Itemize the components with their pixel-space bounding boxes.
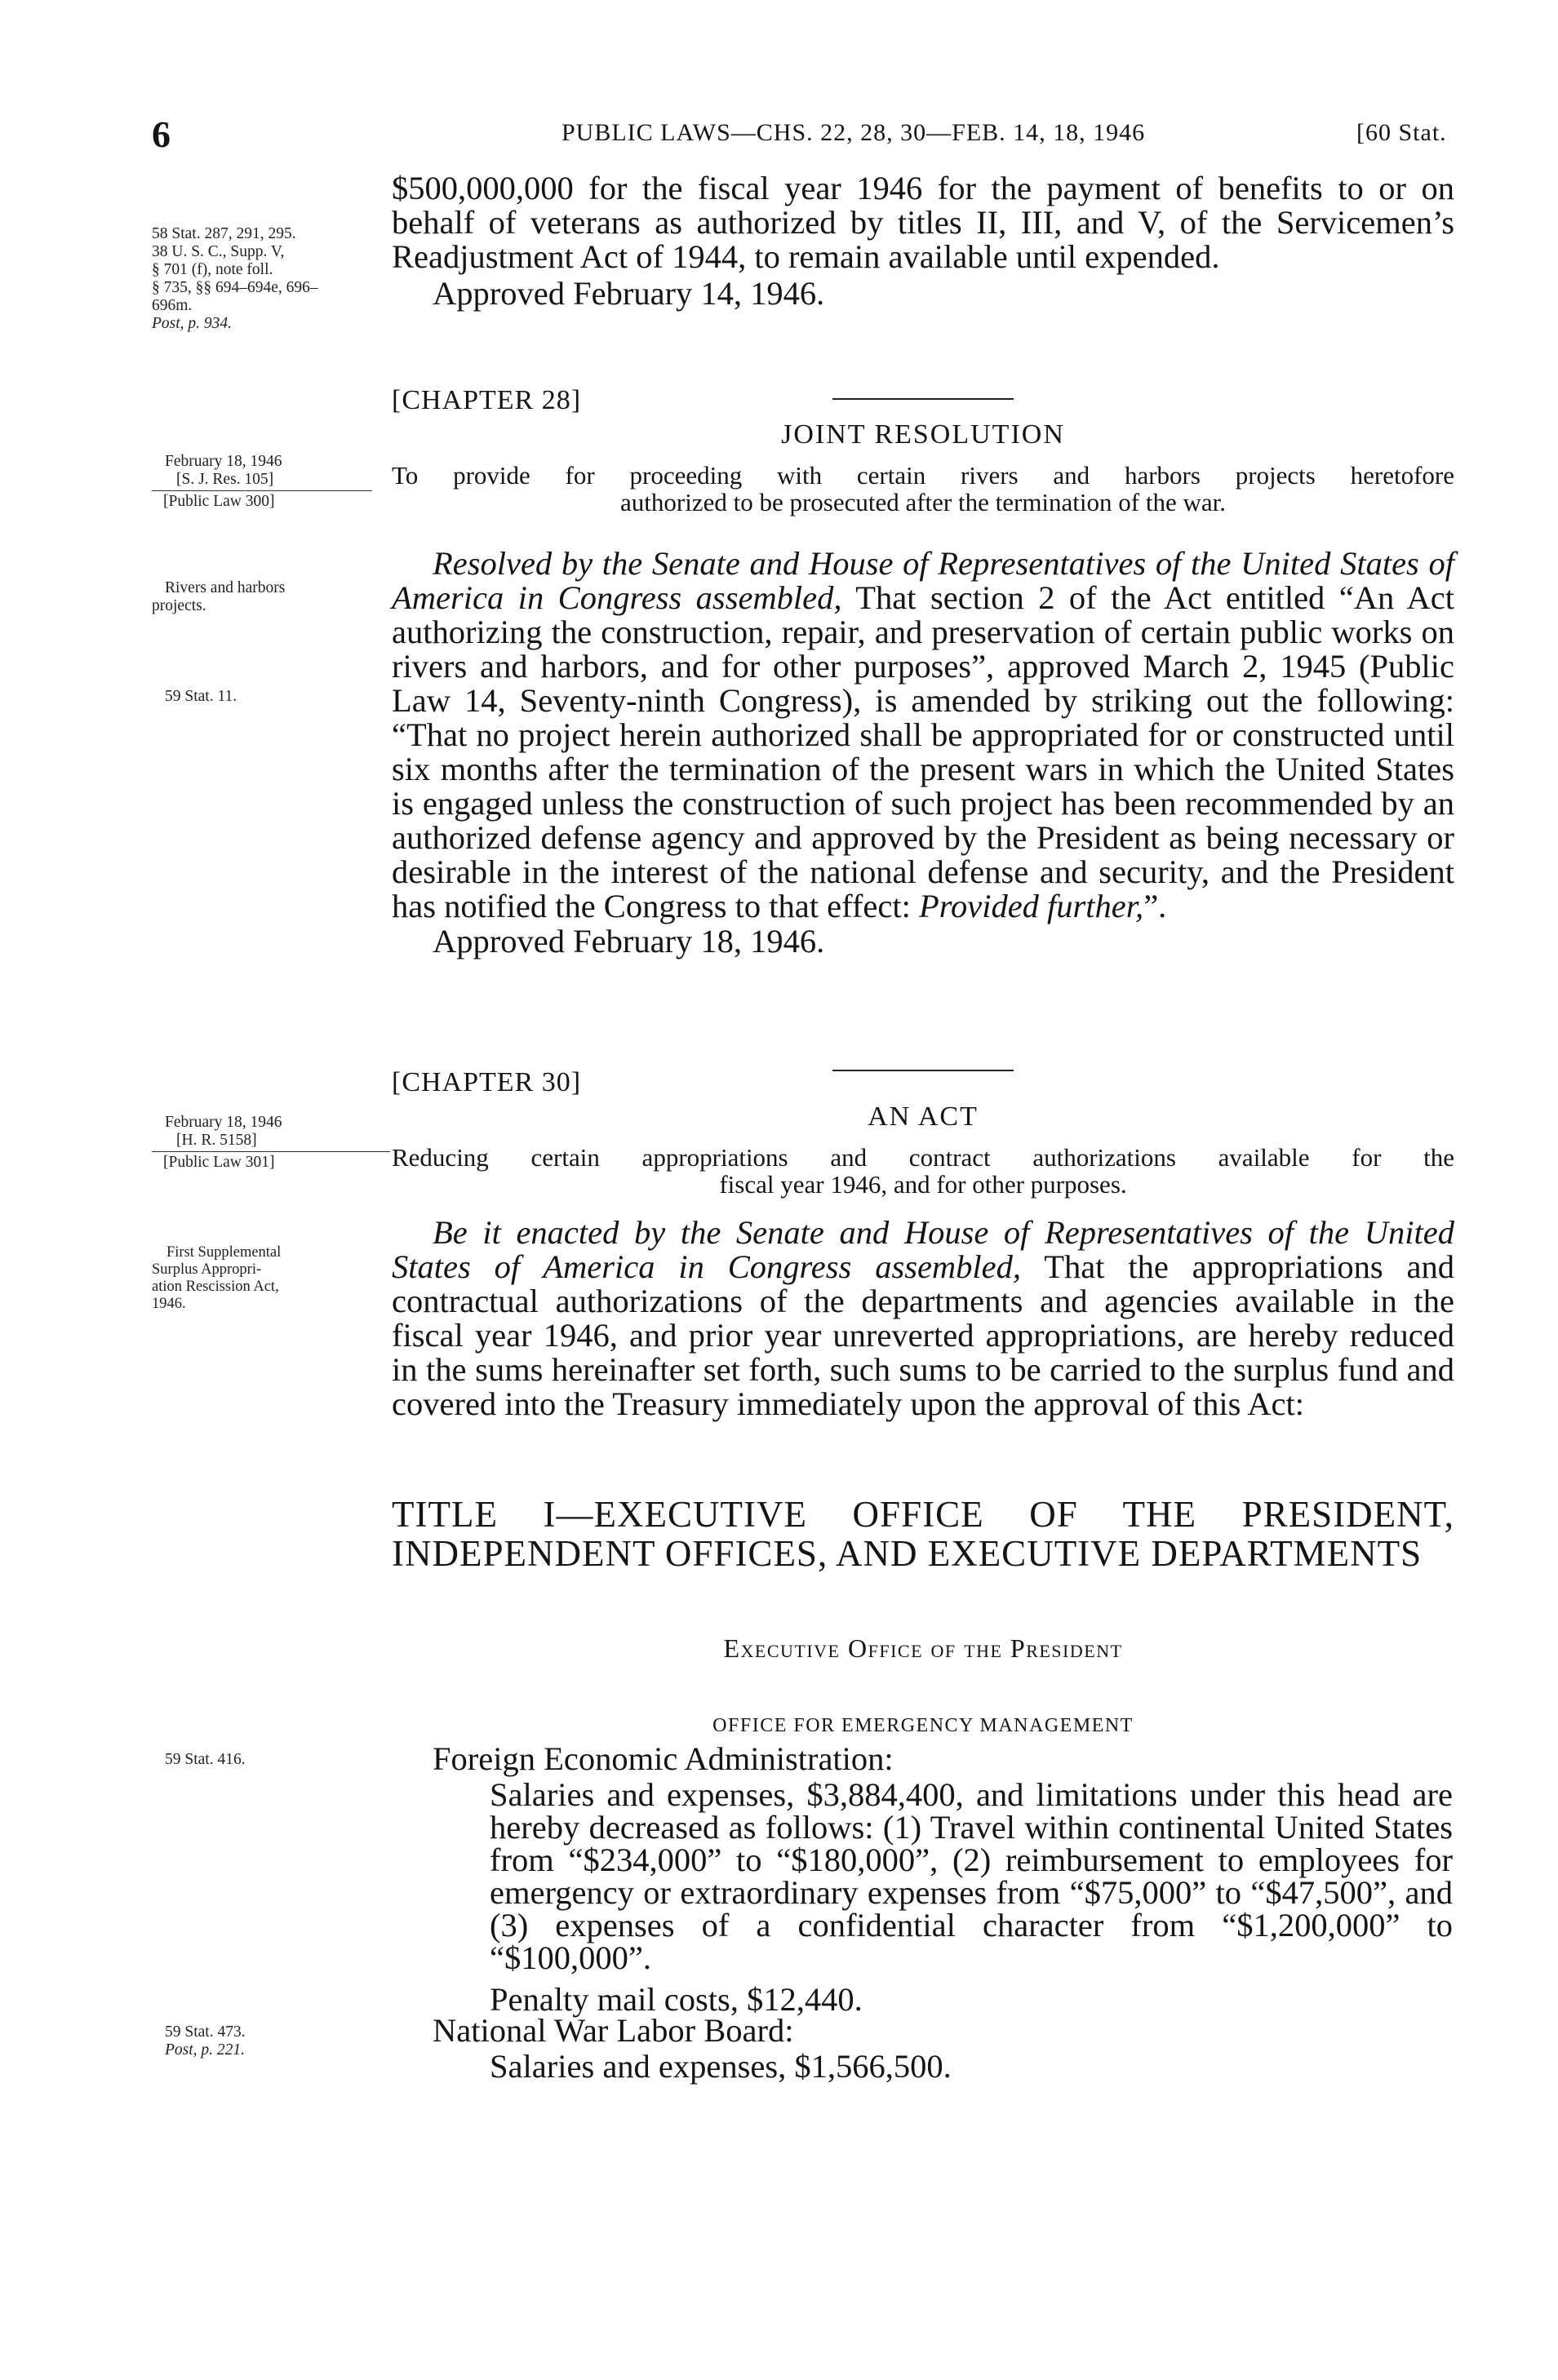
margin-bill: [S. J. Res. 105] — [152, 471, 372, 491]
proviso: Provided further, — [918, 888, 1144, 924]
margin-citation: 59 Stat. 11. — [165, 688, 237, 705]
margin-topic: Rivers and harbors — [165, 579, 286, 596]
margin-citation-nwlb — [152, 2023, 388, 2059]
chapter30-label: [CHAPTER 30] — [392, 1067, 582, 1097]
margin-citation: § 735, §§ 694–694e, 696– — [152, 279, 318, 296]
purpose-line: fiscal year 1946, and for other purposes. — [719, 1170, 1127, 1199]
margin-topic: First Supplemental — [166, 1244, 282, 1261]
chapter30-doc-type: AN ACT — [868, 1101, 979, 1132]
fea-heading: Foreign Economic Administration: — [433, 1740, 894, 1777]
margin-citation: § 701 (f), note foll. — [152, 261, 273, 278]
margin-date: February 18, 1946 — [165, 453, 282, 470]
nwlb-heading: National War Labor Board: — [433, 2012, 794, 2049]
margin-citation: Post, p. 221. — [165, 2041, 246, 2059]
margin-topic: Surplus Appropri- — [152, 1261, 262, 1278]
chapter28-label: [CHAPTER 28] — [392, 385, 582, 415]
purpose-line: authorized to be prosecuted after the termination of the war. — [620, 488, 1226, 516]
margin-topic: 1946. — [152, 1296, 186, 1312]
margin-topic: projects. — [152, 597, 206, 614]
closing-quote: ”. — [1143, 888, 1167, 924]
chapter22-text: $500,000,000 for the fiscal year 1946 for the payment of benefits to or on behalf of veterans as authorized by titles II, III, and V, of the Servicemen’s Readjustment Act of 1944, to remain available until expended. — [392, 170, 1454, 275]
section-heading: OFFICE FOR EMERGENCY MANAGEMENT — [712, 1715, 1134, 1736]
volume-reference: [60 Stat. — [1356, 119, 1447, 146]
office-heading: Executive Office of the President — [723, 1633, 1123, 1663]
running-head: PUBLIC LAWS—CHS. 22, 28, 30—FEB. 14, 18, 1946 — [562, 119, 1146, 146]
page-number: 6 — [152, 113, 171, 155]
enacting-clause: Be it enacted by the Senate and House of Representatives of the United States of America in Congress assembled, — [392, 1214, 1454, 1285]
chapter28-heading — [392, 385, 1454, 516]
purpose-line: To provide for proceeding with certain rivers and harbors projects heretofore — [392, 461, 1454, 490]
chapter30-heading — [392, 1067, 1454, 1198]
margin-citation: 59 Stat. 473. — [165, 2023, 246, 2041]
purpose-line: Reducing certain appropriations and contract authorizations available for the — [392, 1143, 1454, 1172]
margin-citation: 59 Stat. 416. — [165, 1751, 246, 1768]
margin-citation: 38 U. S. C., Supp. V, — [152, 243, 285, 260]
margin-note-ch22 — [152, 225, 388, 333]
margin-law: [Public Law 301] — [163, 1154, 275, 1171]
margin-citation-ch28 — [152, 688, 388, 706]
margin-note-ch28 — [152, 453, 388, 511]
margin-topic-ch30 — [152, 1244, 388, 1313]
chapter22-body — [392, 171, 1454, 312]
page-header — [0, 113, 1558, 162]
enacting-clause: Resolved by the Senate and House of Representatives of the United States of America in Congress assembled, — [392, 545, 1454, 616]
chapter28-body — [392, 547, 1454, 960]
margin-note-ch30 — [152, 1114, 388, 1172]
margin-citation: 58 Stat. 287, 291, 295. — [152, 225, 296, 242]
margin-topic-ch28 — [152, 579, 388, 615]
act-text: That the appropriations and contractual authorizations of the departments and agencies available in the fiscal year 1946, and prior year unreverted appropriations, are hereby reduced in the sums hereinafter set forth, such sums to be carried to the surplus fund and covered into the Treasury immediately upon the approval of this Act: — [392, 1248, 1454, 1422]
resolution-text: That section 2 of the Act entitled “An Act authorizing the construction, repair, and preservation of certain public works on rivers and harbors, and for other purposes”, approved March 2, 1945 (Public Law 14, Seventy-ninth Congress), is amended by striking out the following: “That no project herein authorized shall be appropriated for or constructed until six months after the termination of the present wars in which the United States is engaged unless the construction of such project has been recommended by an authorized defense agency and approved by the President as being necessary or desirable in the interest of the national defense and security, and the President has notified the Congress to that effect: — [392, 579, 1454, 924]
chapter28-text — [392, 547, 1454, 924]
fea-penalty-mail: Penalty mail costs, $12,440. — [490, 1981, 863, 2018]
margin-date: February 18, 1946 — [165, 1114, 282, 1131]
margin-bill: [H. R. 5158] — [152, 1132, 390, 1152]
chapter28-doc-type: JOINT RESOLUTION — [781, 419, 1065, 450]
margin-topic: ation Rescission Act, — [152, 1279, 279, 1295]
chapter30-text — [392, 1216, 1454, 1421]
fea-salaries: Salaries and expenses, $3,884,400, and limitations under this head are hereby decreased as follows: (1) Travel within continental United States from “$234,000” to “$180,000”, (2) reimbursement to employees for emergency or extraordinary expenses from “$75,000” to “$47,500”, and (3) expenses of a confidential character from “$1,200,000” to “$100,000”. — [490, 1776, 1453, 1976]
margin-citation: 696m. — [152, 297, 193, 314]
margin-law: [Public Law 300] — [163, 493, 275, 510]
margin-citation-fea — [152, 1751, 388, 1769]
title-heading: TITLE I—EXECUTIVE OFFICE OF THE PRESIDENT, INDEPENDENT OFFICES, AND EXECUTIVE DEPARTMENTS — [392, 1494, 1454, 1574]
chapter22-approved: Approved February 14, 1946. — [433, 275, 825, 312]
margin-citation: Post, p. 934. — [152, 315, 233, 332]
chapter30-body — [392, 1216, 1454, 1421]
chapter28-approved: Approved February 18, 1946. — [433, 923, 825, 960]
chapter30-purpose — [392, 1144, 1454, 1198]
chapter28-purpose — [392, 462, 1454, 516]
nwlb-salaries: Salaries and expenses, $1,566,500. — [490, 2048, 952, 2085]
